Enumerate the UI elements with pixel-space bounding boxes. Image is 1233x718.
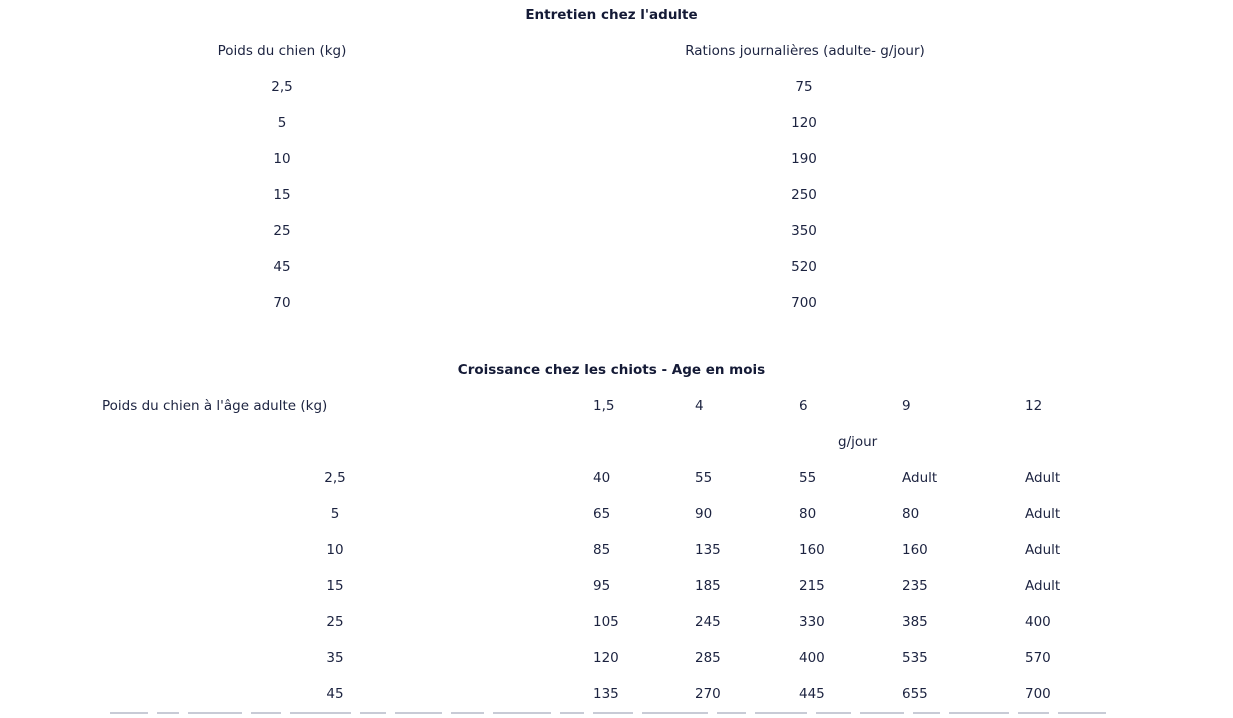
unit-label: g/jour [838, 434, 878, 450]
adult-ration-cell: 520 [791, 259, 817, 275]
puppy-ration-cell: 55 [799, 470, 817, 486]
puppy-ration-cell: 185 [695, 578, 721, 594]
age-header-3: 6 [799, 398, 808, 414]
adult-weight-cell: 25 [273, 223, 291, 239]
puppy-table-row [0, 506, 1233, 522]
adult-table-row [0, 295, 1233, 311]
puppy-ration-cell: 285 [695, 650, 721, 666]
puppy-weight-cell: 2,5 [324, 470, 346, 486]
puppy-table-row [0, 686, 1233, 702]
puppy-table-row [0, 650, 1233, 666]
age-header-5: 12 [1025, 398, 1043, 414]
puppy-weight-cell: 10 [326, 542, 344, 558]
puppy-table-title: Croissance chez les chiots - Age en mois [457, 362, 766, 378]
puppy-ration-cell: 65 [593, 506, 611, 522]
adult-weight-cell: 15 [273, 187, 291, 203]
puppy-ration-cell: 535 [902, 650, 928, 666]
puppy-ration-cell: 270 [695, 686, 721, 702]
puppy-ration-cell: 120 [593, 650, 619, 666]
puppy-ration-cell: 385 [902, 614, 928, 630]
puppy-ration-cell: 160 [902, 542, 928, 558]
adult-ration-cell: 700 [791, 295, 817, 311]
adult-table-title: Entretien chez l'adulte [525, 7, 698, 23]
puppy-ration-cell: 90 [695, 506, 713, 522]
adult-weight-cell: 45 [273, 259, 291, 275]
age-header-2: 4 [695, 398, 704, 414]
adult-ration-cell: 190 [791, 151, 817, 167]
puppy-ration-cell: 160 [799, 542, 825, 558]
adult-ration-cell: 75 [795, 79, 813, 95]
cut-off-text-line [110, 712, 1120, 718]
age-header-4: 9 [902, 398, 911, 414]
adult-table-row [0, 223, 1233, 239]
puppy-ration-cell: 95 [593, 578, 611, 594]
puppy-weight-header: Poids du chien à l'âge adulte (kg) [102, 398, 328, 414]
puppy-ration-cell: 400 [1025, 614, 1051, 630]
puppy-weight-cell: 25 [326, 614, 344, 630]
puppy-ration-cell: 85 [593, 542, 611, 558]
adult-ration-cell: 250 [791, 187, 817, 203]
puppy-ration-cell: 135 [695, 542, 721, 558]
puppy-table-row [0, 614, 1233, 630]
adult-weight-cell: 10 [273, 151, 291, 167]
adult-ration-header: Rations journalières (adulte- g/jour) [685, 43, 925, 59]
puppy-ration-cell: Adult [1025, 506, 1061, 522]
puppy-ration-cell: Adult [902, 470, 938, 486]
puppy-ration-cell: 245 [695, 614, 721, 630]
puppy-table-row [0, 542, 1233, 558]
puppy-weight-cell: 45 [326, 686, 344, 702]
adult-table-row [0, 151, 1233, 167]
puppy-weight-cell: 35 [326, 650, 344, 666]
adult-ration-cell: 350 [791, 223, 817, 239]
adult-ration-cell: 120 [791, 115, 817, 131]
puppy-ration-cell: Adult [1025, 578, 1061, 594]
adult-table-row [0, 259, 1233, 275]
puppy-ration-cell: 215 [799, 578, 825, 594]
puppy-ration-cell: 445 [799, 686, 825, 702]
adult-table-row [0, 79, 1233, 95]
puppy-ration-cell: 80 [799, 506, 817, 522]
puppy-ration-cell: Adult [1025, 470, 1061, 486]
puppy-weight-cell: 5 [330, 506, 340, 522]
puppy-ration-cell: 105 [593, 614, 619, 630]
puppy-ration-cell: 235 [902, 578, 928, 594]
puppy-ration-cell: 135 [593, 686, 619, 702]
puppy-ration-cell: 570 [1025, 650, 1051, 666]
adult-table-row [0, 187, 1233, 203]
puppy-weight-cell: 15 [326, 578, 344, 594]
puppy-ration-cell: 700 [1025, 686, 1051, 702]
adult-table-row [0, 115, 1233, 131]
adult-weight-cell: 5 [277, 115, 287, 131]
age-header-1: 1,5 [593, 398, 615, 414]
puppy-ration-cell: 80 [902, 506, 920, 522]
puppy-ration-cell: 55 [695, 470, 713, 486]
puppy-table-row [0, 578, 1233, 594]
adult-weight-cell: 2,5 [271, 79, 293, 95]
puppy-ration-cell: 40 [593, 470, 611, 486]
puppy-ration-cell: 330 [799, 614, 825, 630]
puppy-ration-cell: 655 [902, 686, 928, 702]
puppy-ration-cell: Adult [1025, 542, 1061, 558]
adult-weight-header: Poids du chien (kg) [217, 43, 347, 59]
puppy-ration-cell: 400 [799, 650, 825, 666]
puppy-table-row [0, 470, 1233, 486]
adult-weight-cell: 70 [273, 295, 291, 311]
